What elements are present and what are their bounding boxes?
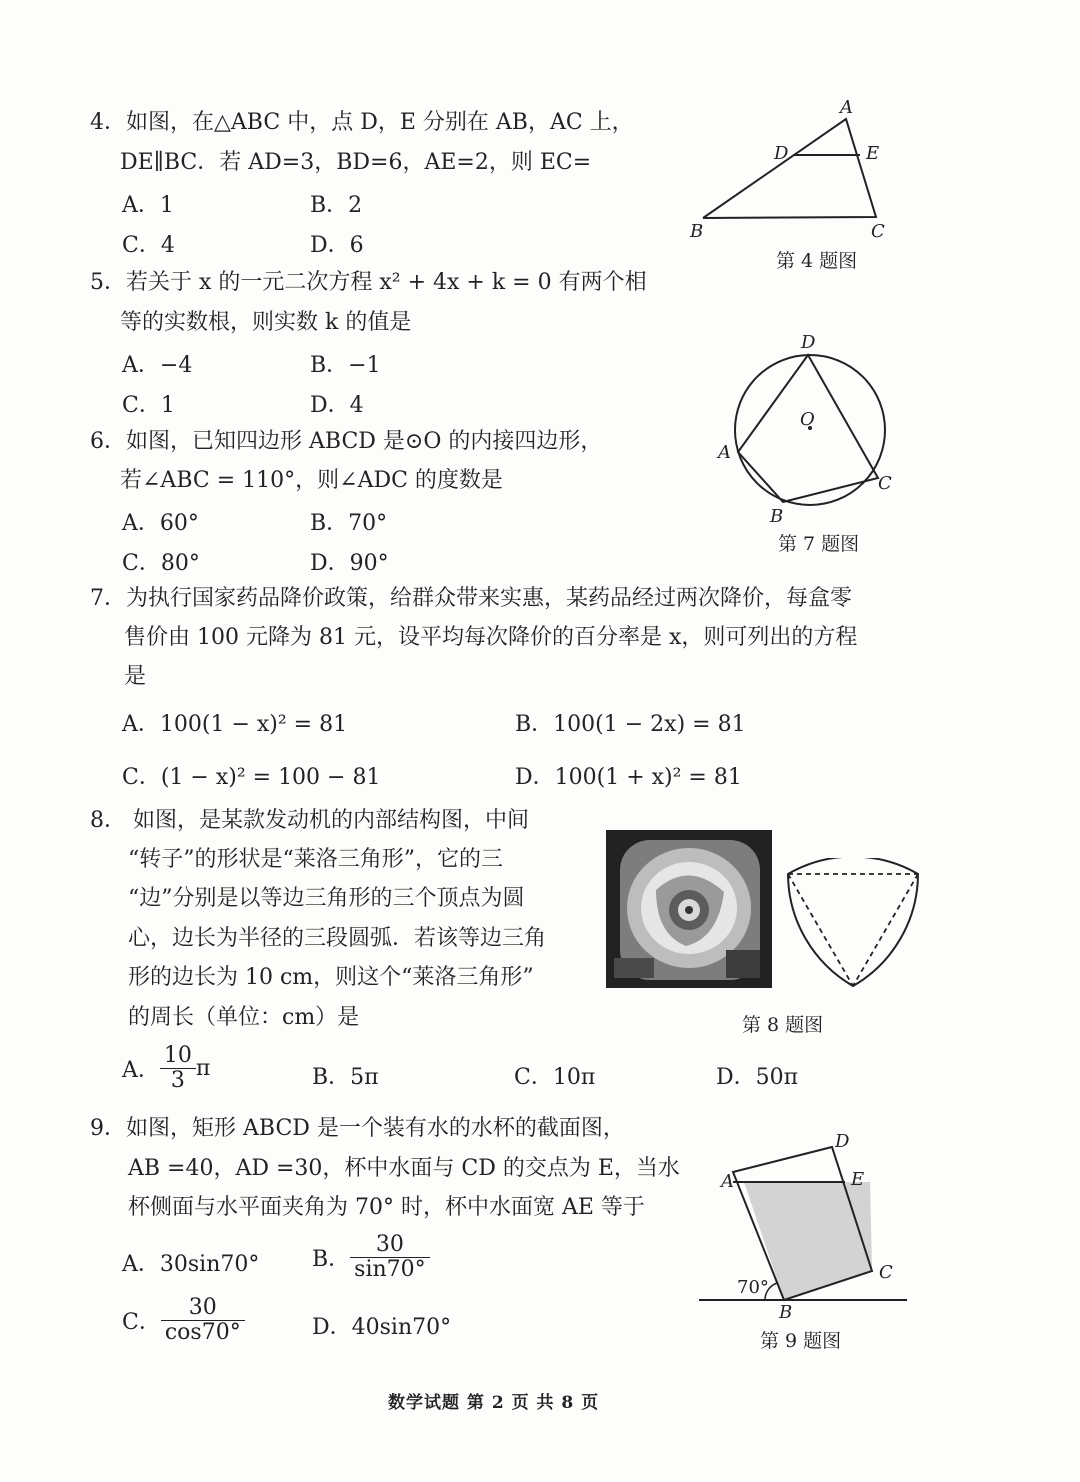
q7-label-a: A [718, 442, 731, 463]
q9-figure-caption: 第 9 题图 [760, 1330, 842, 1352]
q8-stem-line3: “边”分别是以等边三角形的三个顶点为圆 [128, 886, 525, 911]
q8-stem-line1: 8． 如图，是某款发动机的内部结构图，中间 [90, 808, 529, 833]
q9-stem-line2: AB =40，AD =30，杯中水面与 CD 的交点为 E，当水 [128, 1156, 680, 1181]
q9-option-c-label: C． [122, 1310, 161, 1336]
q7-label-d: D [801, 332, 816, 353]
q8-stem-line4: 心，边长为半径的三段圆弧．若该等边三角 [128, 926, 547, 951]
engine-photo [606, 830, 772, 988]
q4-stem-line2: DE∥BC．若 AD=3，BD=6，AE=2，则 EC= [120, 150, 592, 175]
q9-option-b-denominator: sin70° [350, 1257, 430, 1282]
q9-option-b [312, 1233, 430, 1282]
q7-stem-line1: 7．为执行国家药品降价政策，给群众带来实惠，某药品经过两次降价，每盒零 [90, 586, 852, 611]
q4-label-e: E [866, 143, 880, 164]
q4-stem-line1: 4．如图，在△ABC 中，点 D，E 分别在 AB，AC 上， [90, 110, 634, 135]
q7-option-c: C．(1 − x)² = 100 − 81 [122, 765, 381, 790]
q8-option-b: B．5π [312, 1065, 379, 1090]
q8-option-a-pi: π [195, 1056, 211, 1082]
q4-triangle-figure [680, 95, 910, 250]
q9-option-b-numerator: 30 [375, 1232, 404, 1257]
reuleaux-triangle-figure [780, 858, 925, 994]
q4-option-a: A．1 [122, 193, 174, 218]
q6-stem-line2: 若∠ABC = 110°，则∠ADC 的度数是 [120, 468, 503, 493]
q4-figure-caption: 第 4 题图 [776, 250, 858, 272]
q6-option-a: A．60° [122, 511, 199, 536]
q7-circle-figure [700, 330, 910, 530]
q4-label-b: B [690, 221, 704, 242]
q9-label-a: A [721, 1171, 734, 1192]
q8-stem-line6: 的周长（单位：cm）是 [128, 1005, 360, 1030]
q4-label-a: A [840, 97, 853, 118]
q4-option-d: D．6 [310, 233, 364, 258]
q9-option-b-fraction [350, 1233, 430, 1282]
q9-option-a: A．30sin70° [122, 1252, 260, 1277]
q8-option-d: D．50π [716, 1065, 799, 1090]
q9-stem-line1: 9．如图，矩形 ABCD 是一个装有水的水杯的截面图， [90, 1116, 625, 1141]
q4-option-b: B．2 [310, 193, 363, 218]
q5-option-d: D．4 [310, 393, 364, 418]
q4-option-c: C．4 [122, 233, 175, 258]
q9-label-d: D [835, 1131, 850, 1152]
q9-angle-label: 70° [737, 1277, 769, 1298]
q9-option-c-fraction [161, 1296, 245, 1345]
q9-option-c-denominator: cos70° [161, 1320, 245, 1345]
q9-cup-figure [695, 1125, 915, 1325]
q8-stem-line5: 形的边长为 10 cm，则这个“莱洛三角形” [128, 965, 534, 990]
q4-label-c: C [871, 221, 885, 242]
q7-option-b: B．100(1 − 2x) = 81 [515, 712, 746, 737]
q8-stem-line2: “转子”的形状是“莱洛三角形”，它的三 [128, 847, 503, 872]
q9-label-e: E [851, 1169, 865, 1190]
q7-option-a: A．100(1 − x)² = 81 [122, 712, 348, 737]
q4-label-d: D [774, 143, 789, 164]
q5-stem-line1: 5．若关于 x 的一元二次方程 x² + 4x + k = 0 有两个相 [90, 270, 647, 295]
q9-stem-line3: 杯侧面与水平面夹角为 70° 时，杯中水面宽 AE 等于 [128, 1195, 645, 1220]
q5-option-c: C．1 [122, 393, 175, 418]
q7-option-d: D．100(1 + x)² = 81 [515, 765, 742, 790]
q8-option-a-denominator: 3 [160, 1068, 196, 1093]
q6-option-b: B．70° [310, 511, 388, 536]
q9-label-b: B [779, 1302, 793, 1323]
q8-option-a-numerator: 10 [163, 1043, 192, 1068]
q8-option-c: C．10π [514, 1065, 596, 1090]
q8-option-a-fraction [160, 1044, 196, 1093]
q9-option-c-numerator: 30 [188, 1295, 217, 1320]
q7-label-b: B [770, 506, 784, 527]
q6-option-c: C．80° [122, 551, 200, 576]
q7-label-c: C [878, 473, 892, 494]
q9-option-d: D．40sin70° [312, 1315, 452, 1340]
q8-option-a-label: A． [122, 1058, 160, 1084]
q7-stem-line2: 售价由 100 元降为 81 元，设平均每次降价的百分率是 x，则可列出的方程 [124, 625, 858, 650]
q9-option-b-label: B． [312, 1247, 351, 1273]
q7-label-o: O [800, 409, 815, 430]
q5-option-b: B．−1 [310, 353, 381, 378]
q7-stem-line3: 是 [124, 664, 147, 689]
q5-option-a: A．−4 [122, 353, 193, 378]
q6-stem-line1: 6．如图，已知四边形 ABCD 是⊙O 的内接四边形， [90, 429, 603, 454]
q9-option-c [122, 1296, 245, 1345]
q8-figure-caption: 第 8 题图 [742, 1014, 824, 1036]
q9-label-c: C [879, 1262, 893, 1283]
page-footer: 数学试题 第 2 页 共 8 页 [388, 1393, 600, 1413]
q8-option-a [122, 1044, 210, 1100]
q5-stem-line2: 等的实数根，则实数 k 的值是 [120, 310, 412, 335]
engine-photo-drawing [606, 830, 772, 988]
q6-option-d: D．90° [310, 551, 389, 576]
q7-figure-caption: 第 7 题图 [778, 533, 860, 555]
